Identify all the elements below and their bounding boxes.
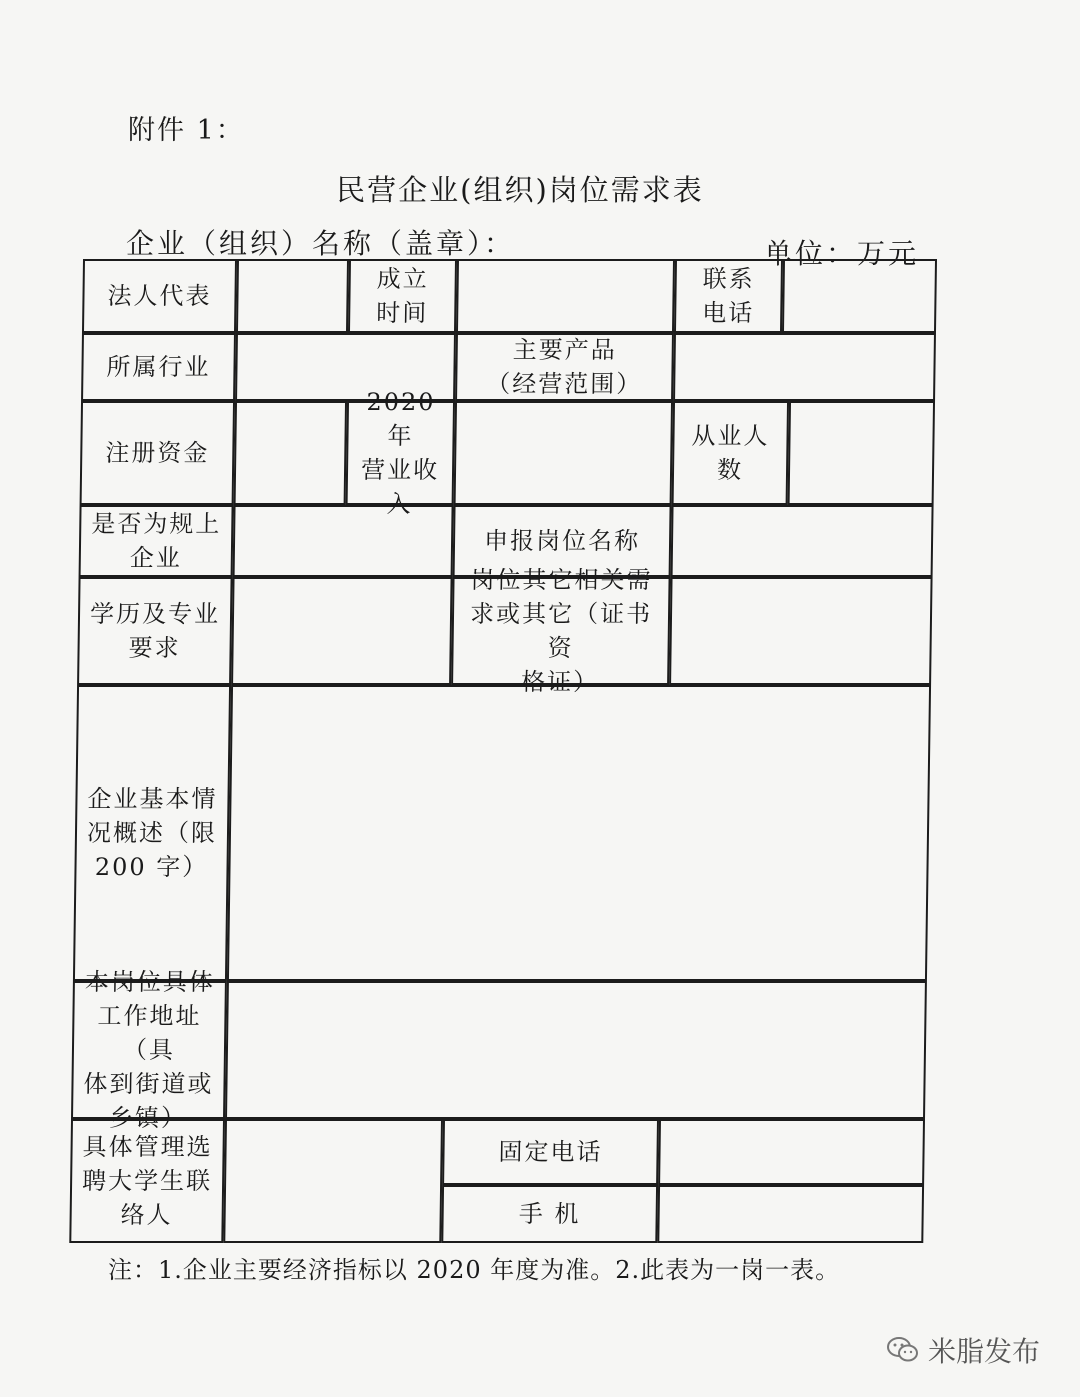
unit-label: 单位：万元 [764,237,920,270]
other-requirements-field[interactable] [669,577,933,685]
liaison-label: 具体管理选 聘大学生联 络人 [69,1119,225,1243]
employees-field[interactable] [788,401,935,505]
founded-field[interactable] [456,259,675,333]
work-address-field[interactable] [225,981,927,1119]
attachment-label: 附件 1： [128,115,245,146]
work-address-label: 本岗位具体 工作地址（具 体到街道或 乡镇） [71,981,227,1119]
registered-capital-field[interactable] [234,401,347,505]
form-title: 民营企业(组织)岗位需求表 [336,173,704,207]
industry-label: 所属行业 [81,333,236,401]
company-overview-field[interactable] [227,685,931,981]
wechat-icon [886,1335,920,1365]
landline-label: 固定电话 [442,1119,659,1185]
legal-rep-label: 法人代表 [82,259,237,333]
landline-field[interactable] [658,1119,925,1185]
position-name-label: 申报岗位名称 [453,505,672,577]
company-overview-label: 企业基本情 况概述（限 200 字） [73,685,231,981]
position-name-field[interactable] [671,505,934,577]
main-products-label: 主要产品 （经营范围） [455,333,674,401]
requirement-form-table [70,260,938,1244]
mobile-field[interactable] [657,1185,924,1243]
liaison-field[interactable] [223,1119,443,1243]
mobile-label: 手 机 [441,1185,658,1243]
is-scale-enterprise-label: 是否为规上 企业 [79,505,234,577]
legal-rep-field[interactable] [236,259,349,333]
founded-label: 成立 时间 [348,259,457,333]
employees-label: 从业人数 [672,401,789,505]
other-requirements-label: 岗位其它相关需 求或其它（证书资 格证） [451,577,671,685]
watermark-text: 米脂发布 [928,1335,1041,1368]
education-field[interactable] [231,577,453,685]
is-scale-enterprise-field[interactable] [233,505,454,577]
contact-phone-label: 联系 电话 [674,259,783,333]
revenue-2020-field[interactable] [454,401,673,505]
revenue-2020-label: 2020 年 营业收 入 [346,401,455,505]
main-products-field[interactable] [673,333,936,401]
watermark [886,1330,1040,1370]
contact-phone-field[interactable] [782,259,937,333]
company-name-label: 企业（组织）名称（盖章）： [126,227,516,260]
footnote: 注：1.企业主要经济指标以 2020 年度为准。2.此表为一岗一表。 [108,1256,841,1284]
registered-capital-label: 注册资金 [80,401,235,505]
education-label: 学历及专业 要求 [77,577,233,685]
